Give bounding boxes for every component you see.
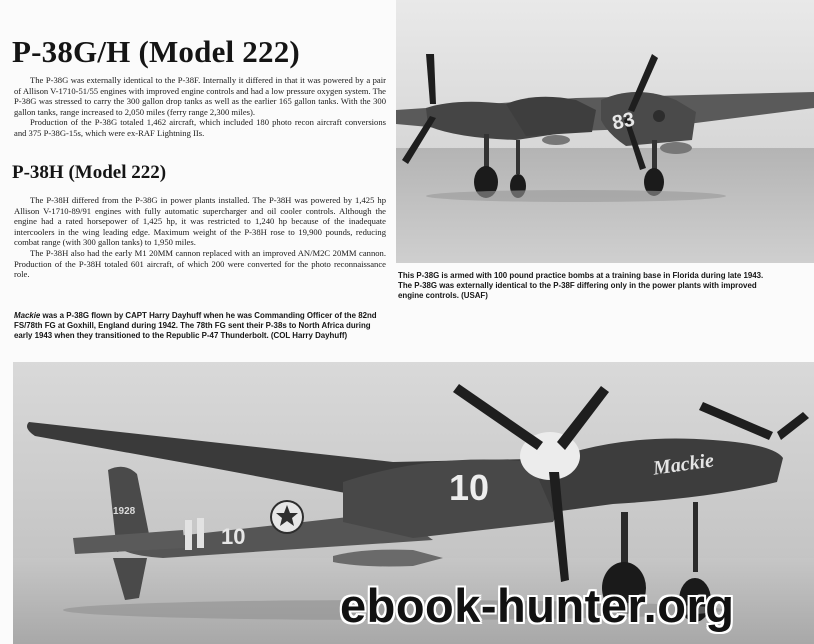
nose-art-name: Mackie <box>651 449 716 480</box>
watermark-text: ebook-hunter.org <box>340 579 735 632</box>
tail-serial: 1928 <box>113 506 136 517</box>
p38g-text-block <box>14 75 386 139</box>
photo-caption-mackie <box>14 311 390 342</box>
caption-aircraft-name: Mackie <box>14 311 41 320</box>
page-title: P-38G/H (Model 222) <box>12 34 300 69</box>
tail-boom-number: 10 <box>221 524 246 549</box>
photo-p38g-florida <box>396 0 814 263</box>
p38h-text-block <box>14 195 386 280</box>
nose-number: 83 <box>610 108 637 135</box>
body-paragraph: The P-38G was externally identical to the P-38F. Internally it differed in that it was powered by a pair of Allison V-1710-51/55 engines with improved engine controls and had a low pressure oxygen system. The P-38G was stressed to carry the 300 gallon drop tanks as well as the earlier 165 gallon tanks. With the 300 gallon tanks, range increased to 2,050 miles (ferry range 2,300 miles). <box>14 75 386 117</box>
caption-text: was a P-38G flown by CAPT Harry Dayhuff when he was Commanding Officer of the 82nd FS/78th FG at Goxhill, England during 1942. The 78th FG sent their P-38s to North Africa during early 1943 when they transitioned to the Republic P-47 Thunderbolt. (COL Harry Dayhuff) <box>14 311 377 341</box>
section-heading: P-38H (Model 222) <box>12 162 167 183</box>
nacelle-number: 10 <box>449 467 490 508</box>
body-paragraph: The P-38H differed from the P-38G in power plants installed. The P-38H was powered by 1,425 hp Allison V-1710-89/91 engines with fully automatic supercharger and oil cooler controls. Although the engine had a rated horsepower of 1,425 hp, it was restricted to 1,240 hp because of the inadequate intercoolers in the wing leading edge. Maximum weight of the P-38H rose to 19,900 pounds, reducing combat range (with 300 gallon tanks) to 1,950 miles. <box>14 195 386 248</box>
body-paragraph: Production of the P-38G totaled 1,462 aircraft, which included 180 photo recon aircraft conversions and 375 P-38G-15s, which were ex-RAF Lightning IIs. <box>14 117 386 138</box>
photo-caption-florida: This P-38G is armed with 100 pound practice bombs at a training base in Florida during late 1943. The P-38G was externally identical to the P-38F differing only in the power plants with improved engine controls. (USAF) <box>398 271 764 301</box>
aircraft-photo-illustration <box>396 0 814 263</box>
body-paragraph: The P-38H also had the early M1 20MM cannon replaced with an improved AN/M2C 20MM cannon. Production of the P-38H totaled 601 aircraft, of which 200 were converted for the photo reconnaissance role. <box>14 247 386 280</box>
